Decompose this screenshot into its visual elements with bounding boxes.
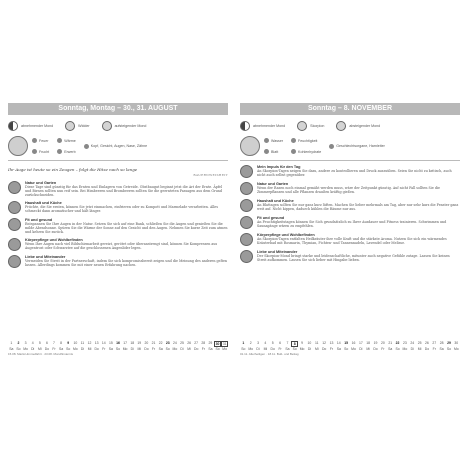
calendar-day: 11	[315, 341, 319, 345]
bodycare-icon	[8, 238, 21, 251]
calendar-day: 6	[279, 341, 281, 345]
calendar-weekday: Mi	[187, 347, 191, 351]
calendar-weekday: So	[292, 347, 297, 351]
acquisition-icon	[57, 149, 62, 154]
zodiac-info: Wasser Feuchtigkeit Blatt Kohlenhydrate Geschlechtsorgane, Harnleiter	[240, 136, 460, 156]
calendar-day: 10	[73, 341, 78, 345]
calendar-day: 5	[271, 341, 274, 345]
descending-moon-icon	[336, 121, 346, 131]
garden-icon	[240, 182, 253, 195]
section-love: Liebe und Miteinander Vermeiden Sie Streit in der Partnerschaft, indem Sie sich kompromissbereit zeigen und die Meinung des anderen gelten lassen. Allerdings kommen Sie mit einer neuen Erfahrung nachen.	[8, 255, 228, 268]
calendar-day: 20	[380, 341, 385, 345]
calendar-weekday: Mo	[351, 347, 356, 351]
calendar-weekday: Mi	[263, 347, 268, 351]
moon-row: abnehmender Mond Widder aufsteigender Mond	[8, 121, 228, 131]
calendar-weekday: Sa	[336, 347, 341, 351]
calendar-weekday: Mo	[23, 347, 28, 351]
humidity-icon	[291, 138, 296, 143]
calendar-weekday: Di	[410, 347, 414, 351]
zodiac-sign-icon	[240, 136, 260, 156]
calendar-weekday: Sa	[9, 347, 14, 351]
calendar-day: 1	[242, 341, 245, 345]
calendar-weekday: Mi	[87, 347, 92, 351]
calendar-weekday: So	[115, 347, 121, 351]
calendar-weekday: Di	[359, 347, 363, 351]
calendar-day: 1	[10, 341, 13, 345]
calendar-day: 27	[432, 341, 437, 345]
moon-phase-icon	[8, 121, 18, 131]
calendar-weekday: Do	[94, 347, 99, 351]
moon-phase-icon	[240, 121, 250, 131]
calendar-weekday: Do	[424, 347, 430, 351]
calendar-weekday: Do	[144, 347, 149, 351]
calendar-day: 3	[257, 341, 259, 345]
calendar-day: 16	[351, 341, 356, 345]
calendar-day: 29	[447, 341, 451, 345]
calendar-day: 24	[172, 341, 177, 345]
calendar-day: 8	[291, 341, 298, 347]
heart-icon	[8, 255, 21, 268]
section-impulse: Mein Impuls für den Tag An Skorpion-Tagen neigen Sie dazu, andere zu kontrollieren und Druck auszuüben. Seien Sie nicht zu kritisch, auch nicht auch selbst gegenüber.	[240, 165, 460, 178]
page-header: Sonntag, Montag – 30., 31. AUGUST	[8, 103, 228, 115]
section-love: Liebe und Miteinander Der Skorpion-Mond bringt starke und leidenschaftliche, mitunter auch negative Gefühle zutage. Lassen Sie keinen Streit aufkommen. Lassen Sie sich lieber mit Hingabe lieben.	[240, 250, 460, 263]
calendar-left	[8, 341, 228, 356]
calendar-weekday: Fr	[278, 347, 282, 351]
calendar-weekday: So	[165, 347, 170, 351]
water-icon	[264, 138, 269, 143]
calendar-weekday: Mi	[37, 347, 42, 351]
quote: Ihr Auge ist heute so ein Zeugen – folgt die Hitze nach so lange	[8, 166, 138, 172]
calendar-day: 21	[388, 341, 393, 345]
calendar-weekday: Mi	[137, 347, 142, 351]
section-garden: Natur und Garten Wenn der Rasen noch einmal gemäht werden muss, wäre der Zeitpunkt günstig. Auf nicht Fall sollten Sie die Zimmerpflanzen und alle Pflanzen draußen kräftig gießen.	[240, 182, 460, 195]
calendar-day: 8	[60, 341, 63, 345]
calendar-note: 01.11. Allerheiligen · 18.11. Buß- und Bettag	[240, 352, 299, 356]
section-bodycare: Körperpflege und Wohlbefinden An Skorpion-Tagen entfalten Heilkräuter ihre volle Kraft und die stärkste Aroma. Nutzen Sie sich ein wärmendes Kräuterbad mit Rosmarin, Thymian, Fichten- und Tannennadeln, Lavendel oder Melisse.	[240, 233, 460, 246]
garden-icon	[8, 181, 21, 194]
calendar-day: 9	[67, 341, 70, 345]
calendar-weekday: Do	[270, 347, 275, 351]
calendar-day: 6	[45, 341, 48, 345]
calendar-weekday: So	[16, 347, 21, 351]
calendar-weekday: Di	[256, 347, 260, 351]
calendar-day: 15	[344, 341, 349, 345]
calendar-day: 26	[425, 341, 429, 345]
calendar-weekday: Mi	[314, 347, 319, 351]
calendar-weekday: So	[344, 347, 349, 351]
calendar-day: 3	[24, 341, 27, 345]
section-bodycare: Körperpflege und Wohlbefinden Wenn Ihre Augen nach viel Bildschirmarbeit gereizt, gerötet oder überanstrengt sind, können Sie Kompressen aus Augentrost oder Schwarztee auf die geschlossenen Augenlider legen.	[8, 238, 228, 251]
calendar-day: 10	[307, 341, 312, 345]
calendar-day: 24	[410, 341, 415, 345]
calendar-weekday: So	[215, 347, 220, 351]
fitness-icon	[240, 216, 253, 229]
calendar-weekday: Do	[373, 347, 378, 351]
calendar-day: 13	[94, 341, 99, 345]
calendar-weekday: So	[446, 347, 452, 351]
calendar-weekday: Di	[80, 347, 85, 351]
zodiac-sign-icon	[8, 136, 28, 156]
calendar-day: 28	[439, 341, 444, 345]
calendar-day: 26	[187, 341, 191, 345]
calendar-weekday: Mi	[366, 347, 370, 351]
calendar-day: 17	[123, 341, 127, 345]
calendar-weekday: Mo	[172, 347, 178, 351]
calendar-weekday: Mo	[402, 347, 408, 351]
calendar-day: 9	[301, 341, 304, 345]
calendar-weekday: Do	[44, 347, 50, 351]
house-icon	[8, 201, 21, 214]
calendar-weekday: Sa	[388, 347, 393, 351]
fruit-icon	[32, 149, 37, 154]
calendar-weekday: Mo	[122, 347, 128, 351]
calendar-day: 7	[286, 341, 289, 345]
calendar-day: 19	[373, 341, 378, 345]
calendar-weekday: Mo	[453, 347, 459, 351]
calendar-day: 30	[454, 341, 459, 345]
calendar-day: 13	[329, 341, 334, 345]
calendar-weekday: So	[66, 347, 71, 351]
calendar-day: 2	[249, 341, 252, 345]
calendar-weekday: Sa	[158, 347, 163, 351]
calendar-weekday: Fr	[432, 347, 436, 351]
calendar-weekday: Fr	[381, 347, 385, 351]
right-page	[240, 103, 460, 348]
calendar-day: 22	[395, 341, 400, 345]
calendar-weekday: Di	[130, 347, 134, 351]
calendar-weekday: Sa	[108, 347, 113, 351]
calendar-weekday: Sa	[285, 347, 290, 351]
calendar-day: 23	[403, 341, 407, 345]
calendar-day: 7	[53, 341, 55, 345]
calendar-note: 15.08. Mariä Himmelfahrt · 23.08. Mondfinsternis	[8, 352, 74, 356]
calendar-day: 4	[264, 341, 267, 345]
warmth-icon	[57, 138, 62, 143]
calendar-day: 20	[144, 341, 149, 345]
aries-icon	[65, 121, 75, 131]
calendar-right	[240, 341, 460, 356]
calendar-weekday: Di	[31, 347, 35, 351]
calendar-weekday: Fr	[102, 347, 106, 351]
calendar-weekday: Fr	[52, 347, 56, 351]
divider	[8, 160, 228, 161]
house-icon	[240, 199, 253, 212]
section-household: Haushalt und Küche Früchte, die Sie ernten, können Sie jetzt einmachen, einfrieren oder zu Kompott und Marmelade verarbeiten. Alles schmeckt dann aromatischer und hält länger.	[8, 201, 228, 214]
fire-icon	[32, 138, 37, 143]
calendar-day: 22	[158, 341, 163, 345]
calendar-weekday: Fr	[201, 347, 205, 351]
calendar-day: 19	[137, 341, 142, 345]
body-icon	[329, 144, 334, 149]
calendar-day: 29	[208, 341, 213, 345]
section-fitness: Fit und gesund An Feuchtigkeitstagen können Sie Sich grundsätzlich zu Ihrer Ausdauer und Fitness trainieren. Schwimmen und Saunagänge wären zu empfehlen.	[240, 216, 460, 229]
calendar-day: 14	[101, 341, 106, 345]
scorpio-icon	[297, 121, 307, 131]
section-fitness: Fit und gesund Entspannen Sie Ihre Augen in der Natur. Setzen Sie sich auf eine Bank, schließen Sie die Augen und genießen Sie die milde Abendsonne. Spüren Sie die Wärme der Sonne auf den Gesicht und den Augen. Nehmen Sie kurze Zeit zum atmen und kehren Sie zurück.	[8, 218, 228, 234]
carbs-icon	[291, 149, 296, 154]
divider	[240, 160, 460, 161]
zodiac-info: Feuer Wärme Frucht Erwerb Kopf, Gesicht, Augen, Nase, Zähne	[8, 136, 228, 156]
calendar-day: 21	[151, 341, 156, 345]
calendar-day: 18	[130, 341, 135, 345]
body-icon	[84, 144, 89, 149]
calendar-day: 16	[116, 341, 120, 345]
page-header: Sonntag – 8. NOVEMBER	[240, 103, 460, 115]
calendar-weekday: Fr	[329, 347, 334, 351]
calendar-day: 30	[215, 342, 220, 346]
section-garden: Natur und Garten Diese Tage sind günstig für das Ernten und Einlagern von Getreide. Obstbaugut beginnt jetzt die Art der Ernte. Äpfel und Birnen sollten nun reif sein. Bei Himbeeren und Brombeeren sollten Sie die geernteten Passagen aus dem Grund zurückschneiden.	[8, 181, 228, 197]
calendar-day: 11	[80, 341, 85, 345]
calendar-weekday: Sa	[208, 347, 213, 351]
calendar-weekday: Do	[321, 347, 327, 351]
left-page	[8, 103, 228, 348]
calendar-weekday: Di	[180, 347, 184, 351]
calendar-weekday: Sa	[59, 347, 64, 351]
calendar-weekday: Mo	[299, 347, 305, 351]
bodycare-icon	[240, 233, 253, 246]
section-household: Haushalt und Küche An Blattagen sollten Sie nur ganz kurz lüften. Machen Sie lieber mehrmals am Tag, aber nur sehr kurz die Fenster ganz weit auf. Nicht kippen, dadurch kühlen die Räume nur aus.	[240, 199, 460, 212]
leaf-icon	[264, 149, 269, 154]
fitness-icon	[8, 218, 21, 231]
impulse-icon	[240, 165, 253, 178]
calendar-weekday: So	[395, 347, 400, 351]
calendar-weekday: Di	[307, 347, 312, 351]
calendar-day: 2	[17, 341, 20, 345]
calendar-day: 27	[194, 341, 199, 345]
calendar-weekday: Do	[194, 347, 199, 351]
calendar-day: 17	[358, 341, 363, 345]
calendar-day: 12	[87, 341, 92, 345]
calendar-day: 4	[31, 341, 34, 345]
calendar-day: 5	[38, 341, 41, 345]
calendar-day: 18	[366, 341, 371, 345]
calendar-day: 25	[180, 341, 184, 345]
calendar-weekday: Mo	[248, 347, 254, 351]
moon-row: abnehmender Mond Skorpion absteigender Mond	[240, 121, 460, 131]
quote-source: BAUERNWEISHEIT	[193, 172, 228, 177]
ascending-moon-icon	[102, 121, 112, 131]
calendar-day: 14	[336, 341, 341, 345]
calendar-day: 23	[165, 341, 170, 345]
calendar-weekday: Mo	[72, 347, 78, 351]
calendar-weekday: So	[241, 347, 246, 351]
calendar-day: 31	[222, 342, 227, 346]
heart-icon	[240, 250, 253, 263]
calendar-day: 15	[108, 341, 113, 345]
calendar-weekday: Mi	[417, 347, 422, 351]
calendar-weekday: Fr	[151, 347, 156, 351]
calendar-weekday: Mo	[222, 347, 227, 351]
calendar-day: 28	[201, 341, 206, 345]
calendar-weekday: Sa	[439, 347, 444, 351]
calendar-day: 25	[417, 341, 422, 345]
calendar-day: 12	[322, 341, 327, 345]
